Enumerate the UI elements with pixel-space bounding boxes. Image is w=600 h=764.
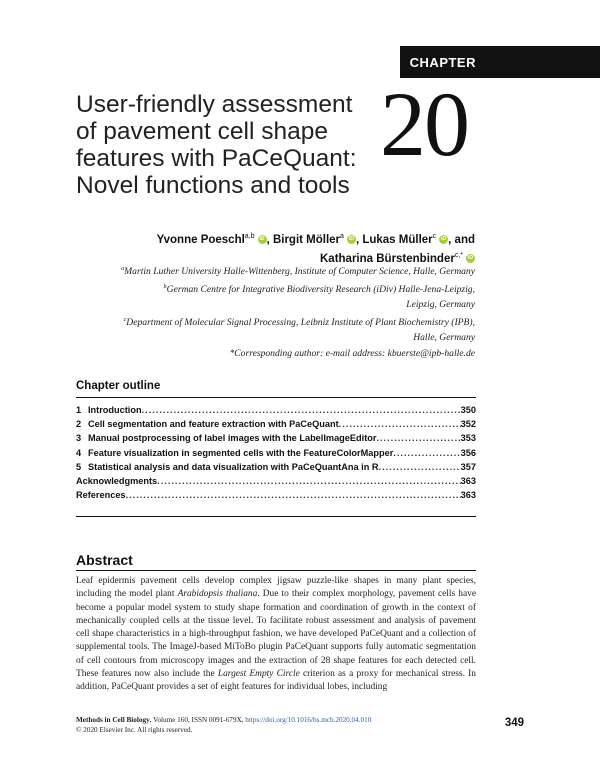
author-affil-sup: a,b — [244, 233, 255, 240]
abstract-text: Leaf epidermis pavement cells develop complex jigsaw puzzle-like shapes in many plant species, including the model plant Arabidopsis thaliana. Due to their complex morphology, pavement cells have become a popular model system to study shape formation and coordination of growth in the context of mechanically coupled cells at the tissue level. To facilitate robust assessment and analysis of pavement cell shape characteristics in a high-throughput fashion, we have developed PaCeQuant and a collection of supplemental tools. The ImageJ-based MiToBo plugin PaCeQuant supports fully automatic segmentation of cell contours from microscopy images and the extraction of 28 shape features for each detected cell. These features now also include the Largest Empty Circle criterion as a proxy for mechanical stress. In addition, PaCeQuant provides a set of eight features for individual lobes, including — [76, 576, 477, 692]
outline-item[interactable]: Acknowledgments ..... 363 — [76, 474, 476, 488]
affiliations: $^a$Martin Luther University Halle-Wittenberg, Institute of Computer Science, Halle, Germany $^b$German Centre for Integrative Biodiversity Research (iDiv) Halle-Jena-Leipzig, Leipzig, Germany $^c$Department of Molecular Signal Processing, Leibniz Institute of Plant Biochemistry (IPB), Halle, Germany *Corresponding author: e-mail address: kbuerste@ipb-halle.de — [35, 262, 475, 361]
author-list — [157, 229, 475, 267]
author-name: Lukas Müller — [362, 233, 433, 246]
author-separator: , — [355, 233, 360, 246]
leader-dots — [157, 474, 460, 488]
author-separator: , and — [448, 233, 475, 246]
chapter-number: 20 — [380, 73, 468, 175]
chapter-title: User-friendly assessment of pavement cell shape features with PaCeQuant: Novel functions and tools — [76, 91, 357, 199]
author-affil-sup: a — [340, 233, 344, 240]
author-name: Yvonne Poeschl — [156, 233, 245, 246]
orcid-icon[interactable]: iD — [348, 236, 354, 243]
affiliation-c: Department of Molecular Signal Processing, Leibniz Institute of Plant Biochemistry (IPB), — [126, 316, 475, 328]
author-name: Katharina Bürstenbinder — [320, 252, 455, 265]
affiliation-b-cont: Leipzig, Germany — [406, 299, 475, 311]
orcid-icon[interactable]: iD — [468, 255, 473, 262]
leader-dots — [339, 417, 461, 431]
doi-link[interactable]: https://doi.org/10.1016/bs.mcb.2020.04.010 — [245, 716, 372, 724]
page-footer: Methods in Cell Biology, Volume 160, ISSN 0091-679X, https://doi.org/10.1016/bs.mcb.2020.04.010 © 2020 Elsevier Inc. All rights reserved. — [76, 715, 456, 735]
outline-item[interactable]: References ..... 363 — [76, 488, 476, 502]
leader-dots — [142, 403, 461, 417]
author-name: Birgit Möller — [272, 233, 341, 246]
outline-item[interactable]: 2 Cell segmentation and feature extraction with PaCeQuant ..... 352 — [76, 417, 476, 431]
leader-dots — [126, 488, 461, 502]
outline-item[interactable]: 5 Statistical analysis and data visualization with PaCeQuantAna in R ..... 357 — [76, 460, 476, 474]
leader-dots — [379, 460, 461, 474]
journal-name: Methods in Cell Biology — [76, 716, 150, 724]
author-separator: , — [266, 233, 270, 246]
leader-dots — [376, 431, 460, 445]
divider — [76, 570, 476, 571]
author-affil-sup: c,* — [454, 251, 463, 259]
outline-item[interactable]: 4 Feature visualization in segmented cells with the FeatureColorMapper ..... 356 — [76, 446, 476, 460]
affiliation-c-cont: Halle, Germany — [413, 332, 475, 344]
corresponding-author[interactable]: *Corresponding author: e-mail address: kbuerste@ipb-halle.de — [229, 347, 475, 359]
outline-item[interactable]: 1 Introduction ..... 350 — [76, 403, 476, 417]
affiliation-a: Martin Luther University Halle-Wittenberg, Institute of Computer Science, Halle, Germany — [124, 266, 475, 278]
copyright: © 2020 Elsevier Inc. All rights reserved. — [76, 726, 193, 734]
leader-dots — [393, 446, 460, 460]
outline-heading: Chapter outline — [76, 380, 161, 392]
abstract-heading: Abstract — [76, 552, 133, 568]
orcid-icon[interactable]: iD — [441, 236, 447, 243]
chapter-tab: CHAPTER — [400, 46, 600, 78]
divider — [76, 516, 476, 517]
chapter-outline — [76, 403, 476, 502]
divider — [76, 397, 476, 398]
author-affil-sup: c — [432, 233, 437, 240]
orcid-icon[interactable]: iD — [259, 236, 265, 243]
page-number: 349 — [504, 717, 524, 729]
affiliation-b: German Centre for Integrative Biodiversity Research (iDiv) Halle-Jena-Leipzig, — [166, 283, 475, 295]
outline-item[interactable]: 3 Manual postprocessing of label images with the LabelImageEditor ..... 353 — [76, 431, 476, 445]
